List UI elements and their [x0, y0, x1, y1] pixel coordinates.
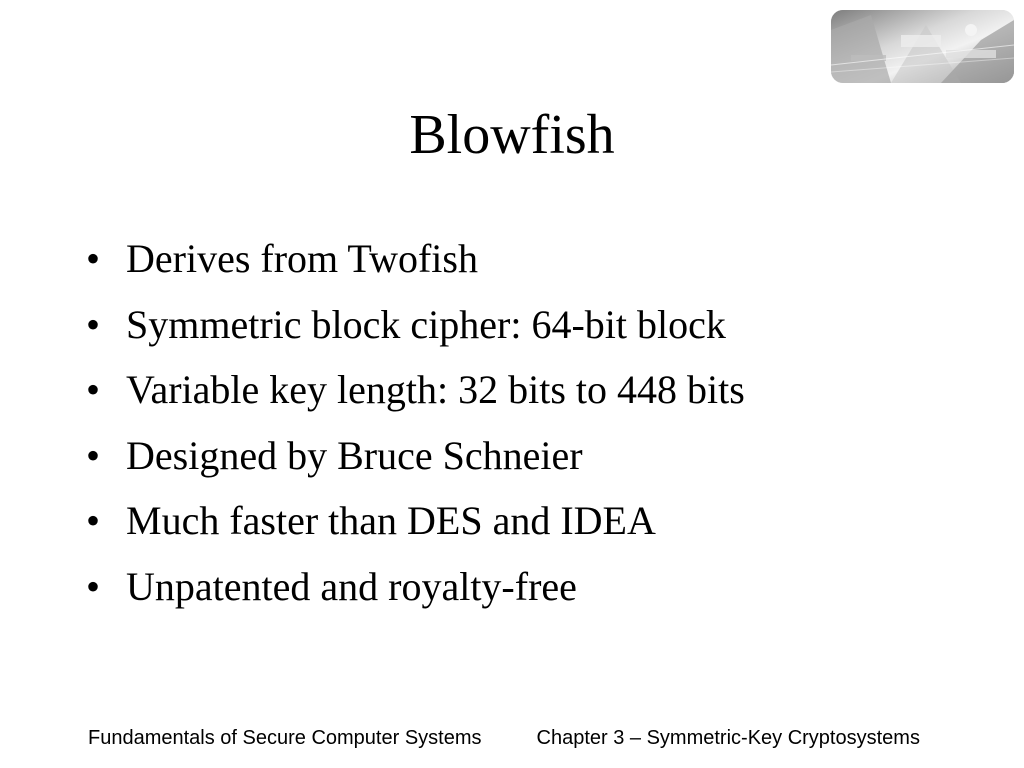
bullet-item	[86, 357, 986, 423]
bullet-icon: •	[86, 498, 101, 543]
bullet-text: Unpatented and royalty-free	[126, 563, 577, 609]
bullet-item	[86, 554, 986, 620]
bullet-item	[86, 488, 986, 554]
bullet-text: Much faster than DES and IDEA	[126, 498, 656, 543]
bullet-text: Designed by Bruce Schneier	[126, 432, 583, 478]
bullet-icon: •	[86, 236, 101, 281]
bullet-icon: •	[86, 367, 101, 412]
slide-footer	[88, 725, 948, 751]
bullet-icon: •	[86, 301, 101, 347]
bullet-item	[86, 423, 986, 489]
bullet-item	[86, 292, 986, 358]
slide-title: Blowfish	[409, 104, 615, 166]
footer-course-title: Fundamentals of Secure Computer Systems	[88, 727, 482, 749]
bullet-item	[86, 226, 986, 292]
bullet-text: Derives from Twofish	[126, 236, 478, 281]
bullet-icon: •	[86, 432, 101, 478]
bullet-icon: •	[86, 563, 101, 609]
footer-chapter-title: Chapter 3 – Symmetric-Key Cryptosystems	[536, 727, 920, 749]
decorative-photo	[831, 10, 1014, 83]
bullet-list	[86, 226, 986, 619]
bullet-text: Variable key length: 32 bits to 448 bits	[126, 367, 745, 412]
bullet-text: Symmetric block cipher: 64-bit block	[126, 301, 726, 347]
